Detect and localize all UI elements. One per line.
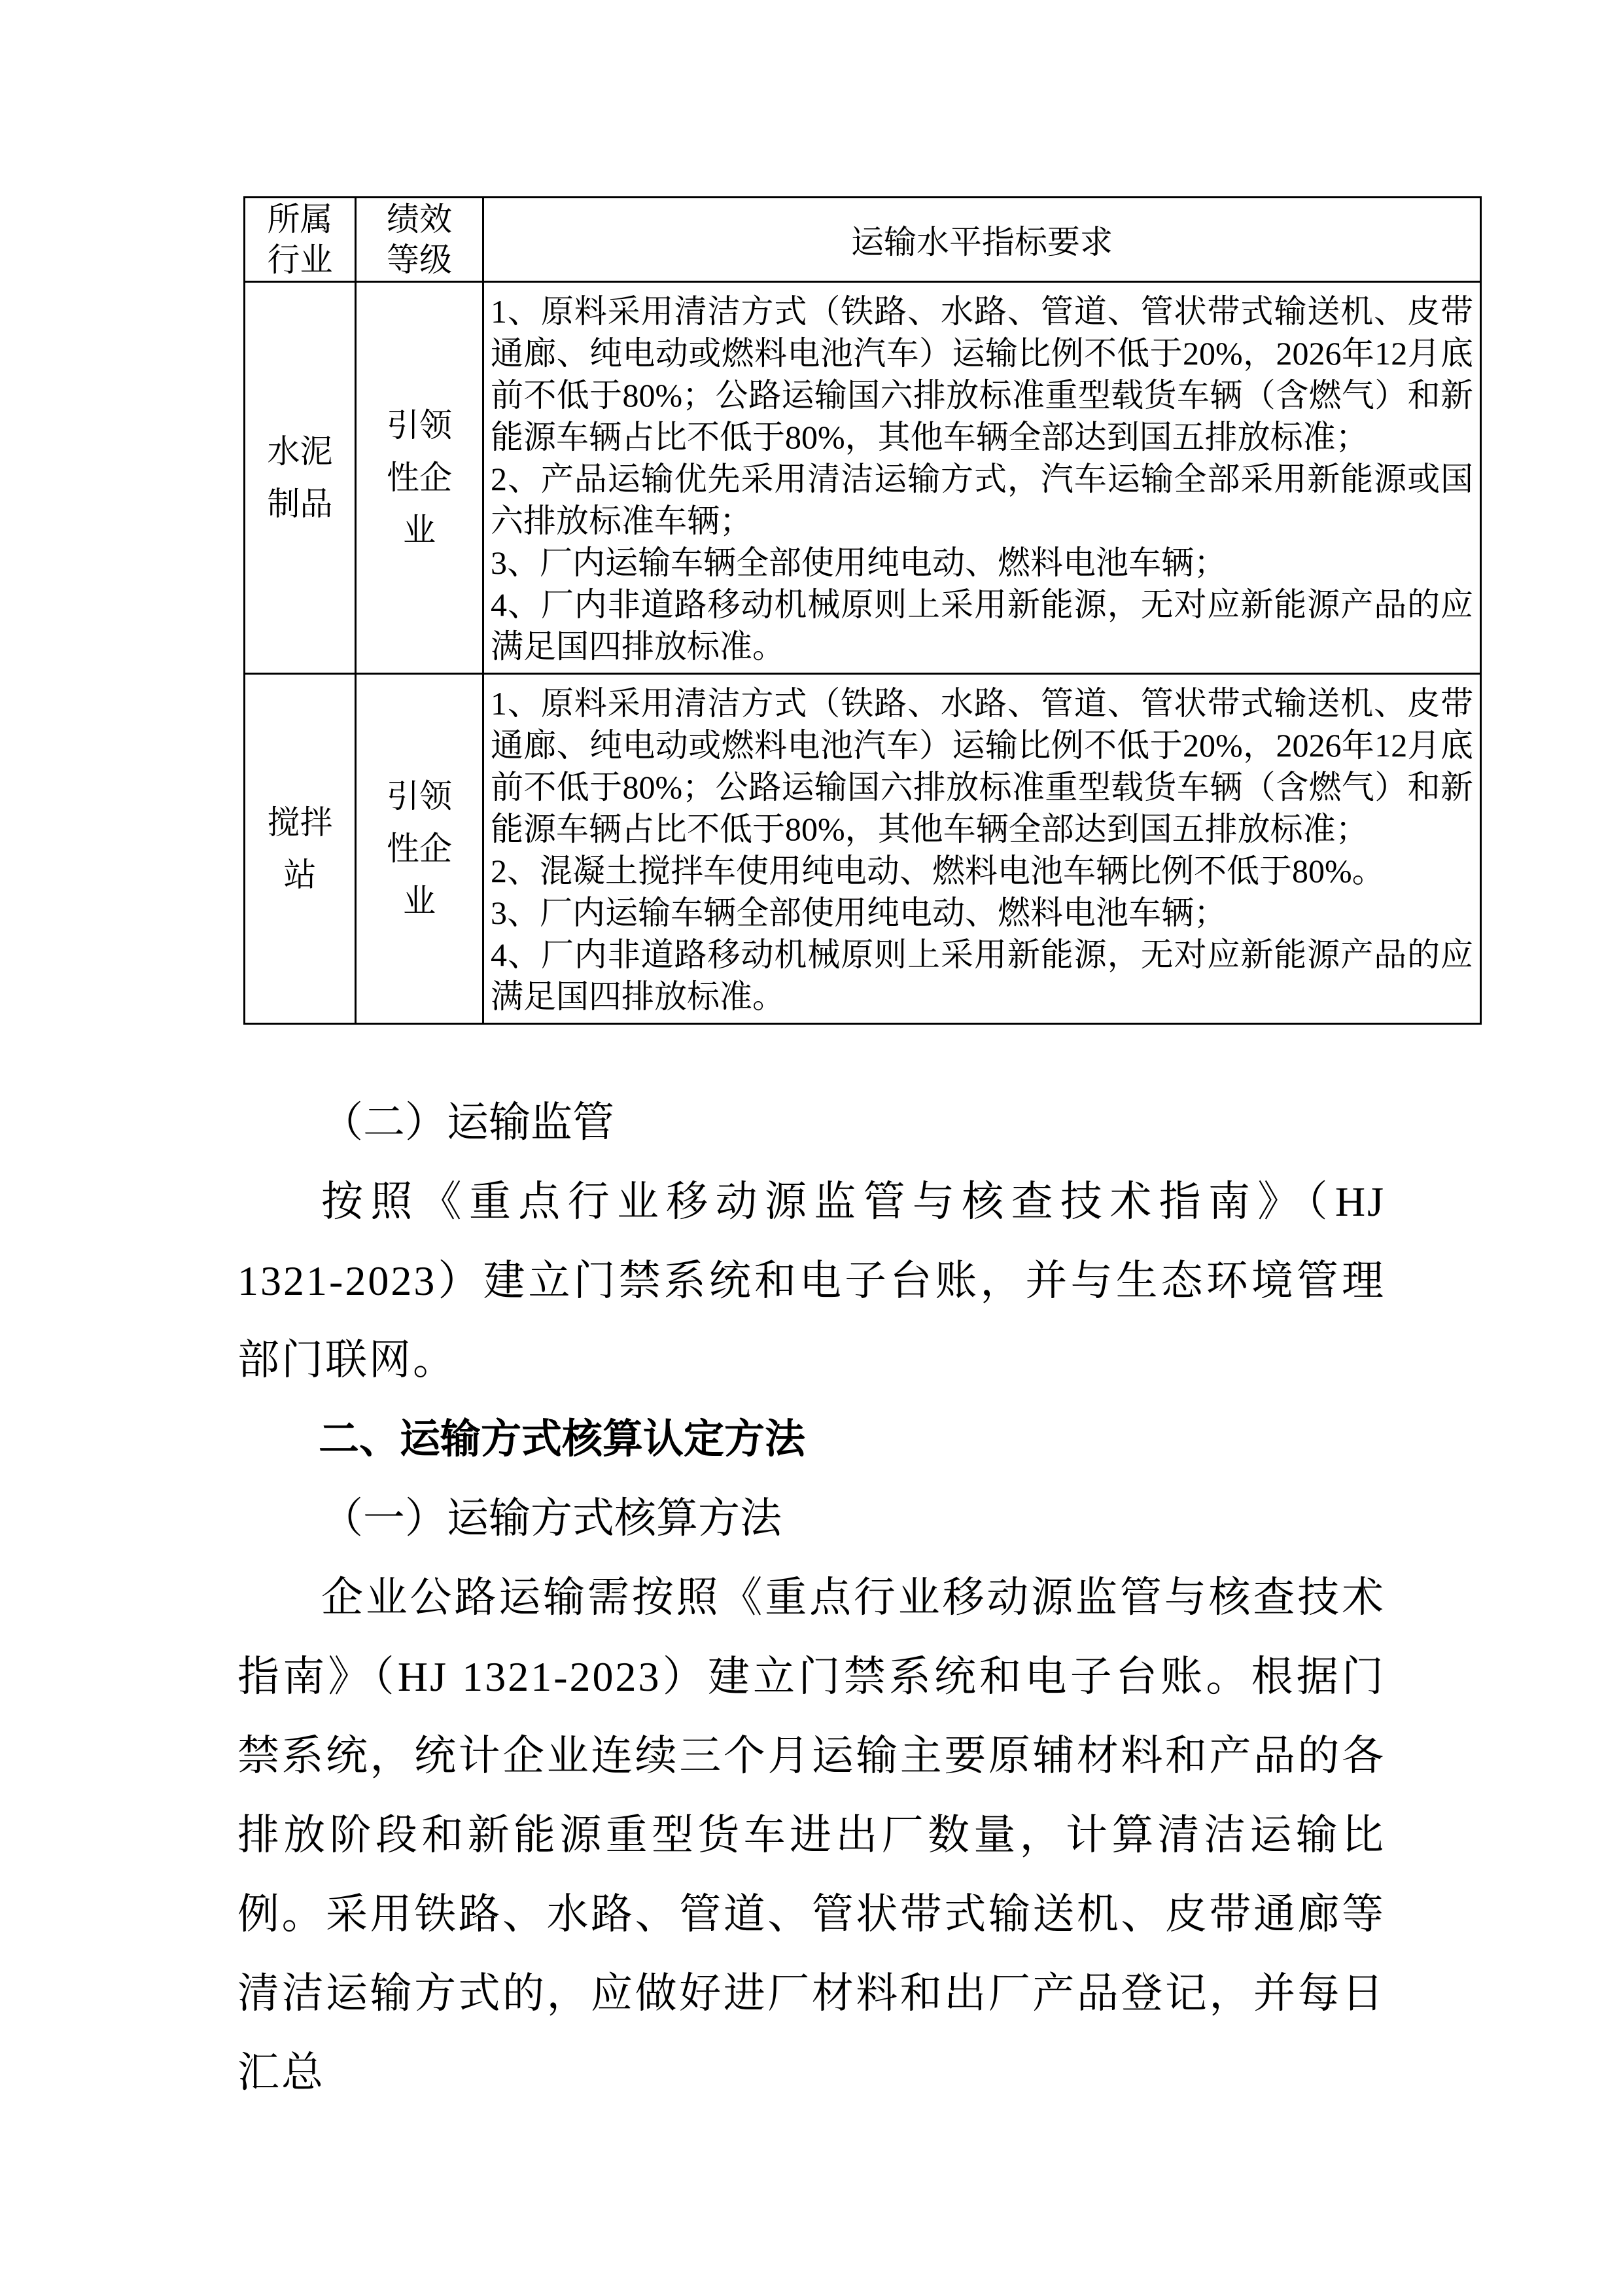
requirement-item: 1、原料采用清洁方式（铁路、水路、管道、管状带式输送机、皮带通廊、纯电动或燃料电池汽车）运输比例不低于20%，2026年12月底前不低于80%；公路运输国六排放标准重型载货车辆（含燃气）和新能源车辆占比不低于80%，其他车辆全部达到国五排放标准； — [491, 685, 1473, 847]
requirement-item: 1、原料采用清洁方式（铁路、水路、管道、管状带式输送机、皮带通廊、纯电动或燃料电池汽车）运输比例不低于20%，2026年12月底前不低于80%；公路运输国六排放标准重型载货车辆（含燃气）和新能源车辆占比不低于80%，其他车辆全部达到国五排放标准； — [491, 293, 1473, 455]
requirement-item: 4、厂内非道路移动机械原则上采用新能源，无对应新能源产品的应满足国四排放标准。 — [491, 936, 1473, 1015]
requirements-cell — [483, 674, 1481, 1024]
industry-cell — [245, 674, 356, 1024]
grade-cell — [356, 282, 483, 674]
grade-cell-label: 引领性企业 — [387, 407, 452, 548]
document-body — [237, 1083, 1386, 2112]
subsection-heading-accounting-method: （一）运输方式核算方法 — [321, 1495, 782, 1542]
requirement-item: 3、厂内运输车辆全部使用纯电动、燃料电池车辆； — [491, 544, 1227, 581]
industry-cell-label: 水泥制品 — [267, 433, 333, 522]
grade-cell-label: 引领性企业 — [387, 778, 452, 919]
paragraph-accounting-method: 企业公路运输需按照《重点行业移动源监管与核查技术指南》（HJ 1321-2023）建立门禁系统和电子台账。根据门禁系统，统计企业连续三个月运输主要原辅材料和产品的各排放阶段和新能源重型货车进出厂数量，计算清洁运输比例。采用铁路、水路、管道、管状带式输送机、皮带通廊等清洁运输方式的，应做好进厂材料和出厂产品登记，并每日汇总 — [237, 1574, 1386, 2096]
table-row-mixing-station — [245, 674, 1481, 1024]
paragraph-supervision: 按照《重点行业移动源监管与核查技术指南》（HJ 1321-2023）建立门禁系统和电子台账，并与生态环境管理部门联网。 — [237, 1178, 1386, 1383]
column-header-industry — [245, 198, 356, 282]
requirement-item: 3、厂内运输车辆全部使用纯电动、燃料电池车辆； — [491, 894, 1227, 931]
requirements-cell — [483, 282, 1481, 674]
column-header-grade-label: 绩效等级 — [387, 201, 452, 278]
grade-cell — [356, 674, 483, 1024]
table-row-cement-products — [245, 282, 1481, 674]
transport-requirements-table — [243, 196, 1482, 1025]
subsection-heading-transport-supervision: （二）运输监管 — [321, 1099, 614, 1146]
requirement-item: 2、混凝土搅拌车使用纯电动、燃料电池车辆比例不低于80%。 — [491, 853, 1385, 889]
table-header-row — [245, 198, 1481, 282]
column-header-industry-label: 所属行业 — [267, 201, 333, 278]
section-heading-accounting-method: 二、运输方式核算认定方法 — [319, 1417, 806, 1462]
column-header-requirements: 运输水平指标要求 — [483, 198, 1481, 282]
industry-cell-label: 搅拌站 — [267, 804, 333, 893]
requirement-item: 4、厂内非道路移动机械原则上采用新能源，无对应新能源产品的应满足国四排放标准。 — [491, 586, 1473, 665]
requirement-item: 2、产品运输优先采用清洁运输方式，汽车运输全部采用新能源或国六排放标准车辆； — [491, 461, 1473, 539]
column-header-grade — [356, 198, 483, 282]
industry-cell — [245, 282, 356, 674]
